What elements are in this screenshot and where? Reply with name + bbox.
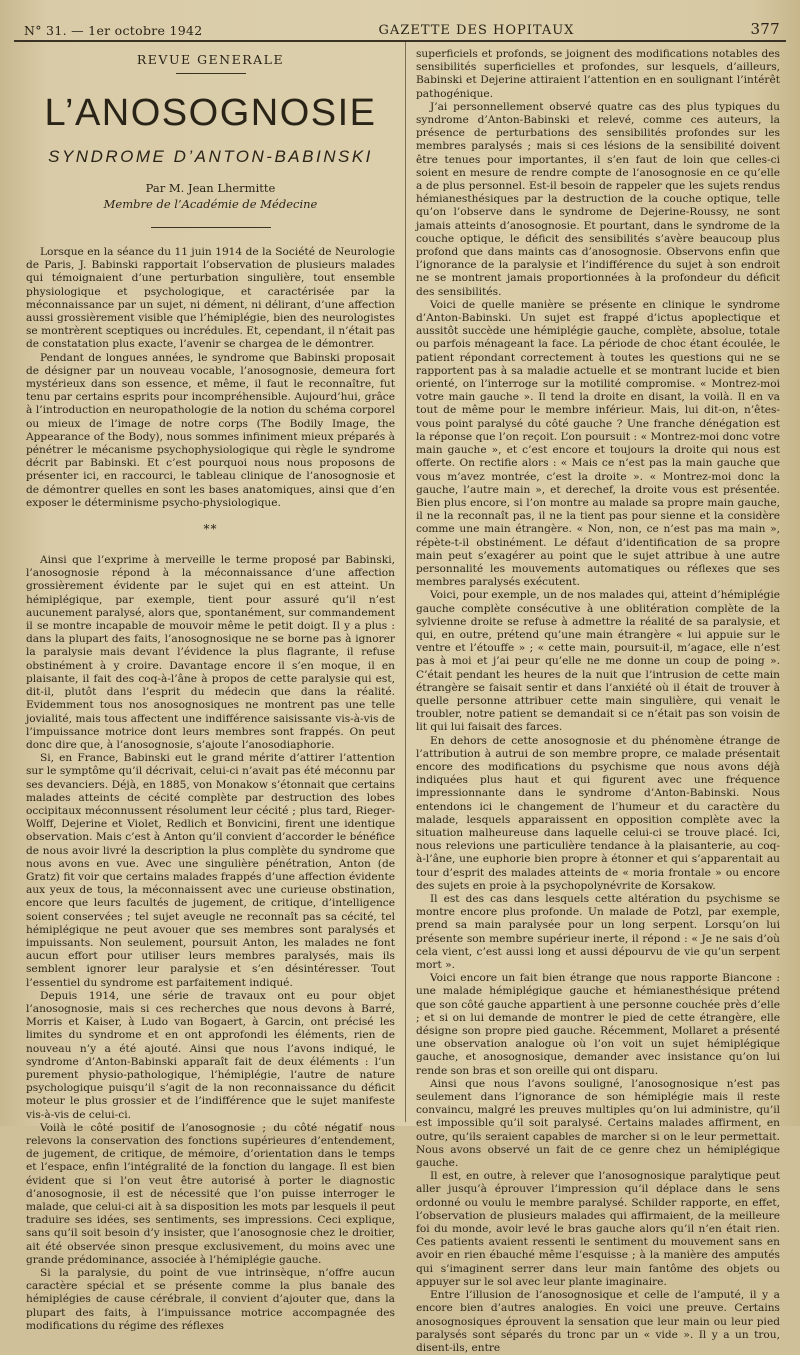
article-subtitle: SYNDROME D’ANTON-BABINSKI [48, 147, 373, 166]
section-title: REVUE GENERALE [136, 52, 285, 67]
paragraph: Lorsque en la séance du 11 juin 1914 de la Société de Neurologie de Paris, J. Babinski rapportait l’observation de plusieurs malades qui témoignaient d’une perturbation singulière, tout ensemble physiologique et psychologique, et caractérisée par la méconnaissance par un sujet, ni dément, ni délirant, d’une affection aussi grossièrement visible que l’hémiplégie, bien des neurologistes se montrèrent sceptiques ou incrédules. Et, cependant, il n’était pas de constatation plus exacte, l’avenir se chargea de le démontrer. [26, 246, 395, 351]
paragraph: Entre l’illusion de l’anosognosique et celle de l’amputé, il y a encore bien d’autres analogies. En voici une preuve. Certains anosognosiques éprouvent la sensation que leur main ou leur pied paralysés sont séparés du tronc par un « vide ». Il y a un trou, disent-ils, entre [416, 1289, 780, 1354]
paragraph: Pendant de longues années, le syndrome que Babinski proposait de désigner par un nouveau vocable, l’anosognosie, demeura fort mystérieux dans son essence, et même, il faut le reconnaître, fut tenu par certains esprits pour incompréhensible. Aujourd’hui, grâce à l’introduction en neuropathologie de la notion du schéma corporel ou mieux de l’image de notre corps (The Bodily Image, the Appearance of the Body), nous sommes infiniment mieux préparés à pénétrer le mécanisme psychophysiologique qui règle le syndrome décrit par Babinski. Et c’est pourquoi nous nous proposons de présenter ici, en raccourci, le tableau clinique de l’anosognosie et de démontrer quelles en sont les bases anatomiques, ainsi que d’en exposer le déterminisme psycho-physiologique. [26, 351, 395, 509]
paragraph: Si, en France, Babinski eut le grand mérite d’attirer l’attention sur le symptôme qu’il décrivait, celui-ci n’avait pas été méconnu par ses devanciers. Déjà, en 1885, von Monakow s’étonnait que certains malades atteints de cécité complète par destruction des lobes occipitaux méconnussent résolument leur cécité ; plus tard, Rieger-Wolff, Dejerine et Violet, Redlich et Bonvicini, firent une identique observation. Mais c’est à Anton qu’il convient d’accorder le bénéfice de nous avoir livré la description la plus complète du syndrome que nous avons en vue. Avec une singulière pénétration, Anton (de Gratz) fit voir que certains malades frappés d’une affection évidente aux yeux de tous, la méconnaissent avec une curieuse obstination, encore que leurs facultés de jugement, de critique, d’intelligence soient conservées ; tel sujet aveugle ne reconnaît pas sa cécité, tel hémiplégique ne peut avouer que ses membres sont paralysés et impuissants. Non seulement, poursuit Anton, les malades ne font aucun effort pour utiliser leurs membres paralysés, mais ils semblent ignorer leur paralysie et s’en désintéresser. Tout l’essentiel du syndrome est parfaitement indiqué. [26, 752, 395, 989]
asterism-separator: ** [203, 522, 218, 537]
section-rule [176, 73, 246, 74]
paragraph: Voici encore un fait bien étrange que nous rapporte Biancone : une malade hémiplégique gauche et hémianesthésique prétend que son côté gauche appartient à une personne couchée près d’elle ; et si on lui demande de montrer le pied de cette étrangère, elle désigne son propre pied gauche. Récemment, Mollaret a présenté une observation analogue où l’on voit un sujet hémiplégique gauche, et anosognosique, demander avec insistance qu’on lui rende son bras et son oreille qui ont disparu. [416, 972, 780, 1077]
page-number: 377 [750, 20, 780, 38]
paragraph: Il est des cas dans lesquels cette altération du psychisme se montre encore plus profonde. Un malade de Potzl, par exemple, prend sa main paralysée pour un long serpent. Lorsqu’on lui présente son membre supérieur inerte, il répond : « Je ne sais d’où cela vient, c’est aussi long et aussi dépourvu de vie qu’un serpent mort ». [416, 893, 780, 972]
paragraph: Voici, pour exemple, un de nos malades qui, atteint d’hémiplégie gauche complète consécutive à une oblitération complète de la sylvienne droite se refuse à admettre la réalité de sa paralysie, et qui, en outre, prétend qu’une main étrangère « lui appuie sur le ventre et l’étouffe » ; « cette main, poursuit-il, m’agace, elle n’est pas à moi et j’ai peur qu’elle ne me donne un coup de poing ». C’était pendant les heures de la nuit que l’intrusion de cette main étrangère se faisait sentir et dans l’anxiété où il était de trouver à quelle personne attribuer cette main singulière, qui venait le troubler, notre patient se demandait si ce n’était pas son voisin de lit qui lui faisait des farces. [416, 589, 780, 734]
running-header [14, 14, 786, 42]
paragraph: Il est, en outre, à relever que l’anosognosique paralytique peut aller jusqu’à éprouver l’impression qu’il déplace dans le sens ordonné ou voulu le membre paralysé. Schilder rapporte, en effet, l’observation de plusieurs malades qui affirmaient, de la meilleure foi du monde, avoir levé le bras gauche alors qu’il n’en était rien. Ces patients avaient ressenti le sentiment du mouvement sans en avoir en rien ébauché même l’esquisse ; à la manière des amputés qui s’imaginent serrer dans leur main fantôme des objets ou appuyer sur le sol avec leur plante imaginaire. [416, 1170, 780, 1288]
author-affiliation: Membre de l’Académie de Médecine [103, 197, 318, 211]
paragraph: Si la paralysie, du point de vue intrinsèque, n’offre aucun caractère spécial et se présente comme la plus banale des hémiplégies de cause cérébrale, il convient d’ajouter que, dans la plupart des faits, à l’impuissance motrice accompagnée des modifications du régime des réflexes [26, 1267, 395, 1332]
paragraph: Voilà le côté positif de l’anosognosie ; du côté négatif nous relevons la conservation des fonctions supérieures d’entendement, de jugement, de critique, de mémoire, d’orientation dans le temps et l’espace, enfin l’intégralité de la fonction du langage. Il est bien évident que si l’on veut être autorisé à porter le diagnostic d’anosognosie, il est de nécessité que l’on puisse interroger le malade, que celui-ci ait à sa disposition les mots par lesquels il peut traduire ses idées, ses sentiments, ses impressions. Ceci explique, sans qu’il soit besoin d’y insister, que l’anosognosie chez le droitier, ait été observée sinon presque exclusivement, du moins avec une grande prédominance, associée à l’hémiplégie gauche. [26, 1121, 395, 1266]
paragraph: superficiels et profonds, se joignent des modifications notables des sensibilités superficielles et profondes, sur lesquels, d’ailleurs, Babinski et Dejerine attiraient l’attention en en soulignant l’intérêt pathogénique. [416, 48, 780, 100]
paragraph: Voici de quelle manière se présente en clinique le syndrome d’Anton-Babinski. Un sujet est frappé d’ictus apoplectique et aussitôt succède une hémiplégie gauche, complète, absolue, totale ou parfois ménageant la face. La période de choc étant écoulée, le patient répondant correctement à toutes les questions qui ne se rapportent pas à sa maladie actuelle et se montrant lucide et bien orienté, on l’interroge sur la motilité compromise. « Montrez-moi votre main gauche ». Il tend la droite en disant, la voilà. Il en va tout de même pour le membre inférieur. Mais, lui dit-on, n’êtes-vous point paralysé du côté gauche ? Une franche dénégation est la réponse que l’on reçoit. L’on poursuit : « Montrez-moi donc votre main gauche », et c’est encore et toujours la droite qui nous est offerte. On rectifie alors : « Mais ce n’est pas la main gauche que vous m’avez montrée, c’est la droite ». « Montrez-moi donc la gauche, l’autre main », et derechef, la droite vous est présentée. Bien plus encore, si l’on montre au malade sa propre main gauche, il ne la reconnaît pas, il ne la tient pas pour sienne et la considère comme une main étrangère. « Non, non, ce n’est pas ma main », répète-t-il obstinément. Le défaut d’identification de sa propre main peut s’exagérer au point que le sujet attribue à une autre personnalité les mouvements automatiques ou réflexes que ses membres paralysés exécutent. [416, 298, 780, 589]
right-column [406, 42, 786, 1354]
article-author: Par M. Jean Lhermitte [145, 181, 276, 195]
paragraph: En dehors de cette anosognosie et du phénomène étrange de l’attribution à autrui de son membre propre, ce malade présentait encore des modifications du psychisme que nous avons déjà indiquées plus haut et qui figurent avec une fréquence impressionnante dans le syndrome d’Anton-Babinski. Nous entendons ici le changement de l’humeur et du caractère du malade, lesquels apparaissent en opposition complète avec la situation malheureuse dans laquelle celui-ci se trouve placé. Ici, nous relevions une particulière tendance à la plaisanterie, au coq-à-l’âne, une euphorie bien propre à étonner et qui s’apparentait au tour d’esprit des malades atteints de « moria frontale » ou encore des sujets en proie à la psychopolynévrite de Korsakow. [416, 734, 780, 892]
issue-date: N° 31. — 1er octobre 1942 [24, 23, 203, 38]
journal-name: GAZETTE DES HOPITAUX [378, 23, 575, 38]
article-title: L’ANOSOGNOSIE [44, 92, 377, 134]
paragraph: Ainsi que nous l’avons souligné, l’anosognosique n’est pas seulement dans l’ignorance de son hémiplégie mais il reste convaincu, malgré les preuves multiples qu’on lui administre, qu’il est impossible qu’il soit paralysé. Certains malades affirment, en outre, qu’ils seraient capables de marcher si on le leur permettait. Nous avons observé un fait de ce genre chez un hémiplégique gauche. [416, 1077, 780, 1170]
title-rule [151, 227, 271, 228]
paragraph: J’ai personnellement observé quatre cas des plus typiques du syndrome d’Anton-Babinski et relevé, comme ces auteurs, la présence de perturbations des sensibilités profondes sur les membres paralysés ; mais si ces lésions de la sensibilité doivent être tenues pour importantes, il s’en faut de loin que celles-ci soient en mesure de rendre compte de l’anosognosie en ce qu’elle a de plus personnel. Est-il besoin de rappeler que les sujets rendus hémianesthésiques par la destruction de la couche optique, telle qu’on l’observe dans le syndrome de Dejerine-Roussy, ne sont jamais atteints d’anosognosie. Et pourtant, dans le syndrome de la couche optique, le déficit des sensibilités s’avère beaucoup plus profond que dans maints cas d’anosognosie. Observons enfin que l’ignorance de la paralysie et l’indifférence du sujet à son endroit ne se montrent jamais proportionnées à la profondeur du déficit des sensibilités. [416, 100, 780, 298]
paragraph: Ainsi que l’exprime à merveille le terme proposé par Babinski, l’anosognosie répond à la méconnaissance d’une affection grossièrement évidente par le sujet qui en est atteint. Un hémiplégique, par exemple, tient pour assuré qu’il n’est aucunement paralysé, alors que, spontanément, sur commandement il se montre incapable de mouvoir même le petit doigt. Il y a plus : dans la plupart des faits, l’anosognosique ne se borne pas à ignorer la paralysie mais devant l’évidence la plus flagrante, il refuse obstinément à y croire. Davantage encore il s’en moque, il en plaisante, il fait des coq-à-l’âne à propos de cette paralysie qui est, dit-il, plutôt dans l’esprit du médecin que dans la réalité. Evidemment tous nos anosognosiques ne montrent pas une telle jovialité, mais tous affectent une indifférence saisissante vis-à-vis de l’impuissance motrice dont leurs membres sont frappés. On peut donc dire que, à l’anosognosie, s’ajoute l’anosodiaphorie. [26, 554, 395, 751]
text-columns [14, 42, 786, 1354]
left-column [14, 42, 406, 1332]
paragraph: Depuis 1914, une série de travaux ont eu pour objet l’anosognosie, mais si ces recherches que nous devons à Barré, Morris et Kaiser, à Ludo van Bogaert, à Garcin, ont précisé les limites du syndrome et en ont approfondi les éléments, rien de nouveau n’y a été ajouté. Ainsi que nous l’avons indiqué, le syndrome d’Anton-Babinski apparaît fait de deux éléments : l’un purement physio-pathologique, l’hémiplégie, l’autre de nature psychologique puisqu’il s’agit de la non reconnaissance du déficit moteur le plus grossier et de l’indifférence que le sujet manifeste vis-à-vis de celui-ci. [26, 989, 395, 1121]
